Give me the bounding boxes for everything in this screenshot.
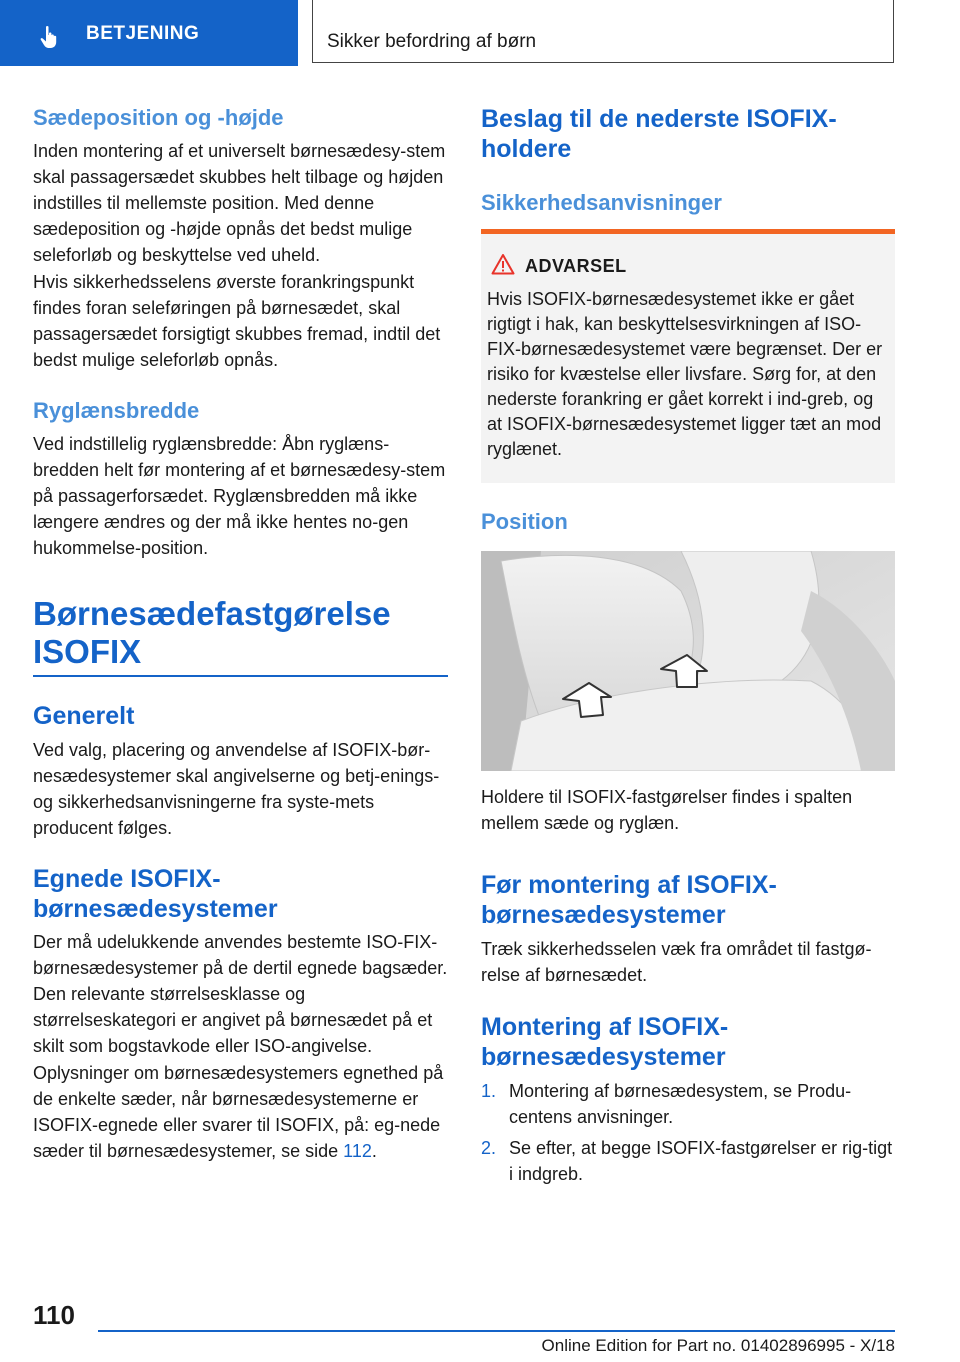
heading-egnede-line1: Egnede ISOFIX- bbox=[33, 865, 221, 893]
section-tab[interactable] bbox=[0, 0, 298, 66]
warning-text: Hvis ISOFIX-børnesædesystemet ikke er gået rigtigt i hak, kan beskyttelsesvirkningen af ISO-FIX-børnesædesystemet være begrænset. Der er risiko for kvæstelse eller livsfare. Sørg for, at den nederste forankring er gået korrekt i ind-greb, og at ISOFIX-børnesædesystemet ligger tæt an mod ryglænet. bbox=[487, 289, 883, 459]
hand-touch-icon bbox=[37, 24, 63, 50]
step-number: 2. bbox=[481, 1138, 497, 1158]
footer-edition: Online Edition for Part no. 01402896995 - X/18 bbox=[541, 1336, 895, 1355]
heading-beslag-line2: holdere bbox=[481, 135, 572, 163]
paragraph-egnede-1: Der må udelukkende anvendes bestemte ISO-FIX-børnesædesystemer på de dertil egnede bagsæder. Den relevante størrelsesklasse og størrelseskategori er angivet på børnesædet på et skilt som bogstavkode eller ISO-angivelse. bbox=[33, 932, 448, 1056]
chapter-title: Sikker befordring af børn bbox=[327, 31, 537, 52]
seat-illustration bbox=[481, 551, 895, 771]
page-header bbox=[0, 0, 960, 66]
page-number: 110 bbox=[33, 1300, 75, 1330]
heading-foer-line1: Før montering af ISOFIX- bbox=[481, 871, 777, 899]
chapter-tab bbox=[312, 0, 894, 63]
paragraph-foer: Træk sikkerhedsselen væk fra området til fastgø-relse af børnesædet. bbox=[481, 939, 872, 985]
section-label: BETJENING bbox=[86, 23, 200, 44]
warning-box bbox=[481, 229, 895, 483]
paragraph-egnede-2-end: . bbox=[371, 1141, 377, 1161]
heading-beslag-line1: Beslag til de nederste ISOFIX- bbox=[481, 105, 837, 133]
paragraph-saedeposition-1: Inden montering af et universelt børnesædesy-stem skal passagersædet skubbes helt tilbage og højden indstilles til mellemste position. Med denne sædeposition og -højde opnås det bedst mulige seleforløb og beskyttelse ved uheld. bbox=[33, 141, 446, 265]
heading-generelt: Generelt bbox=[33, 702, 135, 730]
step-number: 1. bbox=[481, 1081, 497, 1101]
photo-caption: Holdere til ISOFIX-fastgørelser findes i spalten mellem sæde og ryglæn. bbox=[481, 787, 853, 833]
heading-position: Position bbox=[481, 509, 568, 534]
paragraph-egnede-2 bbox=[33, 1060, 448, 1164]
heading-montering-line2: børnesædesystemer bbox=[481, 1043, 726, 1071]
warning-accent-bar bbox=[481, 229, 895, 234]
footer-divider bbox=[98, 1330, 895, 1332]
step-text: Montering af børnesædesystem, se Produ-centens anvisninger. bbox=[509, 1081, 852, 1127]
paragraph-egnede-2-text: Oplysninger om børnesædesystemers egnethed på de enkelte sæder, når børnesædesystemerne er ISOFIX-egnede eller svarer til ISOFIX, på: eg-nede sæder til børnesædesystemer, se side bbox=[33, 1063, 444, 1161]
warning-title: ADVARSEL bbox=[525, 256, 627, 276]
heading-isofix-line1: Børnesædefastgørelse bbox=[33, 595, 391, 632]
isofix-position-photo bbox=[481, 551, 895, 771]
heading-sikkerhedsanvisninger: Sikkerhedsanvisninger bbox=[481, 190, 722, 215]
heading-montering-line1: Montering af ISOFIX- bbox=[481, 1013, 729, 1041]
warning-triangle-icon bbox=[491, 253, 515, 275]
heading-foer-line2: børnesædesystemer bbox=[481, 901, 726, 929]
paragraph-generelt: Ved valg, placering og anvendelse af ISOFIX-bør-nesædesystemer skal angivelserne og betj-enings- og sikkerhedsanvisningerne fra syste-mets producent følges. bbox=[33, 740, 440, 838]
section-divider bbox=[33, 675, 448, 677]
paragraph-saedeposition-2: Hvis sikkerhedsselens øverste forankringspunkt findes foran seleføringen på børnesædet, skal passagersædet forsigtigt skubbes fremad, indtil det bedst mulige seleforløb opnås. bbox=[33, 272, 441, 370]
heading-isofix-line2: ISOFIX bbox=[33, 633, 142, 670]
heading-ryglaensbredde: Ryglænsbredde bbox=[33, 398, 200, 423]
heading-egnede-line2: børnesædesystemer bbox=[33, 895, 278, 923]
page-reference-link[interactable]: 112 bbox=[343, 1141, 372, 1161]
heading-saedeposition: Sædeposition og -højde bbox=[33, 105, 284, 130]
step-text: Se efter, at begge ISOFIX-fastgørelser er rig-tigt i indgreb. bbox=[509, 1138, 893, 1184]
paragraph-ryglaensbredde: Ved indstillelig ryglænsbredde: Åbn ryglæns-bredden helt før montering af et børnesædesy-stem på passagerforsædet. Ryglænsbredden må ikke længere ændres og der må ikke hentes no-gen hukommelse-position. bbox=[33, 434, 446, 558]
